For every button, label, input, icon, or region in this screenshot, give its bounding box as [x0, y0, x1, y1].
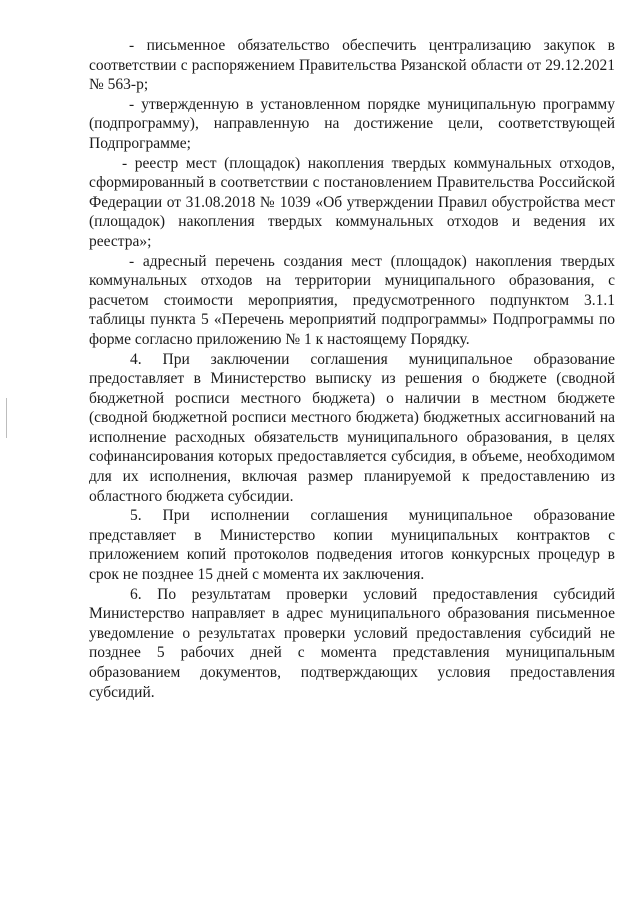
paragraph-waste-sites-registry: - реестр мест (площадок) накопления твердых коммунальных отходов, сформированный в соответствии с постановлением Правительства Российской Федерации от 31.08.2018 № 1039 «Об утверждении Правил обустройства мест (площадок) накопления твердых коммунальных отходов и ведения их реестра»; [89, 154, 615, 250]
paragraph-address-list: - адресный перечень создания мест (площадок) накопления твердых коммунальных отходов на территории муниципального образования, с расчетом стоимости мероприятия, предусмотренного подпунктом 3.1.1 таблицы пункта 5 «Перечень мероприятий подпрограммы» Подпрограммы по форме согласно приложению № 1 к настоящему Порядку. [89, 252, 615, 348]
paragraph-item-5: 5. При исполнении соглашения муниципальное образование представляет в Министерство копии муниципальных контрактов с приложением копий протоколов подведения итогов конкурсных процедур в срок не позднее 15 дней с момента их заключения. [89, 507, 615, 584]
paragraph-item-6: 6. По результатам проверки условий предоставления субсидий Министерство направляет в адрес муниципального образования письменное уведомление о результатах проверки условий предоставления субсидий не позднее 5 рабочих дней с момента представления муниципальным образованием документов, подтверждающих условия предоставления субсидий. [89, 585, 615, 701]
paragraph-centralization-obligation: - письменное обязательство обеспечить централизацию закупок в соответствии с распоряжением Правительства Рязанской области от 29.12.2021 № 563-р; [89, 37, 615, 94]
paragraph-municipal-program: - утвержденную в установленном порядке муниципальную программу (подпрограмму), направленную на достижение цели, соответствующей Подпрограмме; [89, 95, 615, 152]
scan-artifact-line [6, 398, 7, 438]
document-body [89, 36, 615, 702]
paragraph-item-4: 4. При заключении соглашения муниципальное образование предоставляет в Министерство выписку из решения о бюджете (сводной бюджетной росписи местного бюджета) о наличии в местном бюджете (сводной бюджетной росписи местного бюджета) бюджетных ассигнований на исполнение расходных обязательств муниципального образования, в целях софинансирования которых предоставляется субсидия, в объеме, необходимом для их исполнения, включая размер планируемой к предоставлению из областного бюджета субсидии. [89, 350, 615, 505]
